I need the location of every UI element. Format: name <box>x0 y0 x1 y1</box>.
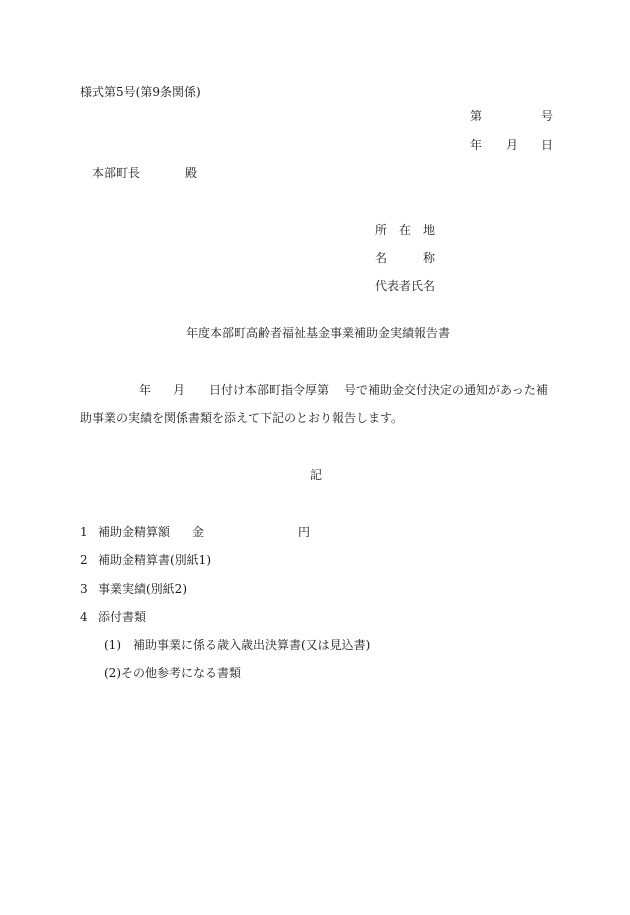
body-year: 年 <box>139 383 152 397</box>
ki-marker: 記 <box>310 468 323 482</box>
doc-number-prefix: 第 <box>470 109 483 123</box>
item-4-number: 4 <box>80 610 88 624</box>
item-1-number: 1 <box>80 525 88 539</box>
address-label: 所 在 地 <box>375 223 436 237</box>
form-number: 様式第5号(第9条関係) <box>80 85 201 99</box>
item-2-number: 2 <box>80 553 88 567</box>
date-day: 日 <box>541 138 554 152</box>
addressee-honorific: 殿 <box>185 166 198 180</box>
body-line2: 助事業の実績を関係書類を添えて下記のとおり報告します。 <box>80 411 404 425</box>
attachment-2-label: その他参考になる書類 <box>121 666 242 680</box>
item-3-number: 3 <box>80 582 88 596</box>
document-title: 年度本部町高齢者福祉基金事業補助金実績報告書 <box>186 326 451 340</box>
item-3-label: 事業実績(別紙2) <box>98 582 187 596</box>
item-1-yen: 円 <box>298 525 311 539</box>
name-label-1: 名 <box>375 251 388 265</box>
item-2-label: 補助金精算書(別紙1) <box>98 553 211 567</box>
date-month: 月 <box>506 138 519 152</box>
doc-number-suffix: 号 <box>541 109 554 123</box>
name-label-2: 称 <box>423 251 436 265</box>
addressee-title: 本部町長 <box>92 166 141 180</box>
item-1-label: 補助金精算額 <box>98 525 171 539</box>
attachment-1-number: (1) <box>104 638 121 652</box>
attachment-1-label: 補助事業に係る歳入歳出決算書(又は見込書) <box>133 638 371 652</box>
item-1-kin: 金 <box>192 525 205 539</box>
body-line1-mid: 日付け本部町指令厚第 <box>209 383 330 397</box>
item-4-label: 添付書類 <box>98 610 147 624</box>
attachment-2-number: (2) <box>104 666 121 680</box>
body-line1-end: 号で補助金交付決定の通知があった補 <box>344 383 548 397</box>
representative-label: 代表者氏名 <box>375 279 436 293</box>
body-month: 月 <box>173 383 186 397</box>
date-year: 年 <box>470 138 483 152</box>
